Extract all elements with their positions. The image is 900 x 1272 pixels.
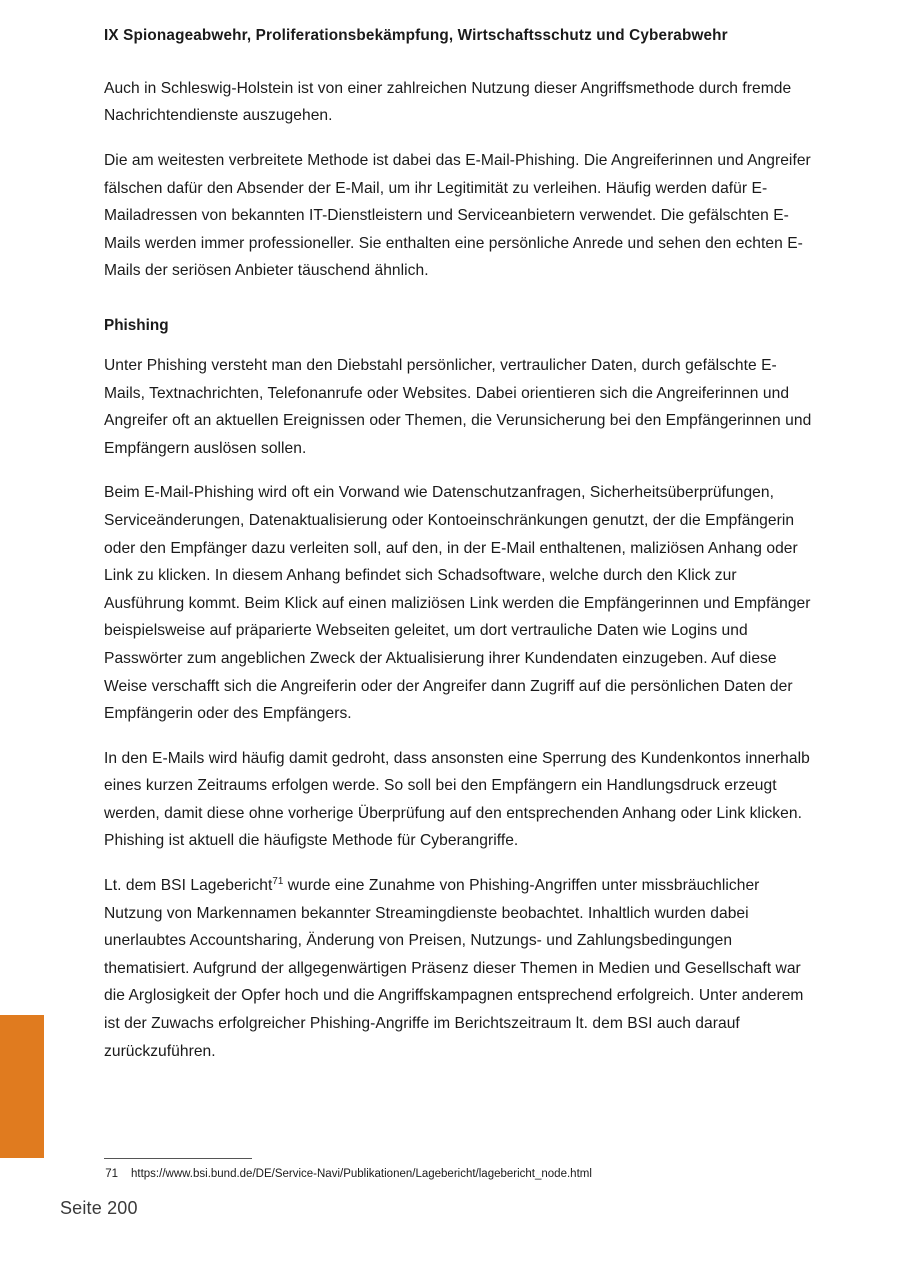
page-edge-marker: [0, 1015, 44, 1158]
paragraph-pressure: In den E-Mails wird häufig damit gedroht, dass ansonsten eine Sperrung des Kundenkontos innerhalb eines kurzen Zeitraums erfolgen werde. So soll bei den Empfängern ein Handlungsdruck erzeugt werden, damit diese ohne vorherige Überprüfung auf den entsprechenden Anhang oder Link klicken. Phishing ist aktuell die häufigste Methode für Cyberangriffe.: [104, 749, 810, 850]
footnote-url[interactable]: https://www.bsi.bund.de/DE/Service-Navi/Publikationen/Lagebericht/lagebericht_node.html: [131, 1168, 592, 1180]
footnote-marker[interactable]: 71: [272, 875, 284, 887]
paragraph-intro: Auch in Schleswig-Holstein ist von einer zahlreichen Nutzung dieser Angriffsmethode durch fremde Nachrichtendienste auszugehen.: [104, 79, 792, 125]
paragraph-email-phishing: Die am weitesten verbreitete Methode ist dabei das E-Mail-Phishing. Die Angreiferinnen und Angreifer fälschen dafür den Absender der E-Mail, um ihr Legitimität zu verleihen. Häufig werden dafür E-Mailadressen von bekannten IT-Dienstleistern und Serviceanbietern verwendet. Die gefälschten E-Mails werden immer professioneller. Sie enthalten eine persönliche Anrede und sehen den echten E-Mails der seriösen Anbieter täuschend ähnlich.: [104, 152, 811, 280]
paragraph-phishing-method: Beim E-Mail-Phishing wird oft ein Vorwand wie Datenschutzanfragen, Sicherheitsüberprüfungen, Serviceänderungen, Datenaktualisierung oder Kontoeinschränkungen genutzt, der die Empfängerin oder den Empfänger dazu verleiten soll, auf den, in der E-Mail enthaltenen, maliziösen Anhang oder Link zu klicken. In diesem Anhang befindet sich Schadsoftware, welche durch den Klick zur Ausführung kommt. Beim Klick auf einen maliziösen Link werden die Empfängerinnen und Empfänger beispielsweise auf präparierte Webseiten geleitet, um dort vertrauliche Daten wie Logins und Passwörter zum angeblichen Zweck der Aktualisierung ihrer Kundendaten einzugeben. Auf diese Weise verschafft sich die Angreiferin oder der Angreifer dann Zugriff auf die persönlichen Daten der Empfängerin oder des Empfängers.: [104, 484, 811, 723]
page-content: [104, 0, 816, 1082]
paragraph-phishing-definition: Unter Phishing versteht man den Diebstahl persönlicher, vertraulicher Daten, durch gefälschte E-Mails, Textnachrichten, Telefonanrufe oder Websites. Dabei orientieren sich die Angreiferinnen und Angreifer oft an aktuellen Ereignissen oder Themen, die Verunsicherung bei den Empfängerinnen und Empfängern auslösen sollen.: [104, 356, 812, 457]
page-number: Seite 200: [60, 1198, 138, 1218]
paragraph-bsi-report: [104, 872, 816, 1065]
section-heading-phishing: Phishing: [104, 317, 169, 335]
footnote-entry: [104, 1166, 816, 1183]
footnote-area: [104, 1158, 816, 1183]
bsi-rest-text: wurde eine Zunahme von Phishing-Angriffen unter missbräuchlicher Nutzung von Markennamen bekannter Streamingdienste beobachtet. Inhaltlich wurden dabei unerlaubtes Accountsharing, Änderung von Preisen, Nutzungs- und Zahlungsbedingungen thematisiert. Aufgrund der allgegenwärtigen Präsenz dieser Themen in Medien und Gesellschaft war die Arglosigkeit der Opfer hoch und die Angriffskampagnen entsprechend erfolgreich. Unter anderem ist der Zuwachs erfolgreicher Phishing-Angriffe im Berichtszeitraum lt. dem BSI auch darauf zurückzuführen.: [104, 877, 804, 1060]
footnote-divider: [104, 1158, 252, 1159]
footnote-number: 71: [105, 1168, 118, 1180]
running-head: IX Spionageabwehr, Proliferationsbekämpfung, Wirtschaftsschutz und Cyberabwehr: [104, 27, 728, 44]
bsi-lead-text: Lt. dem BSI Lagebericht: [104, 877, 273, 895]
